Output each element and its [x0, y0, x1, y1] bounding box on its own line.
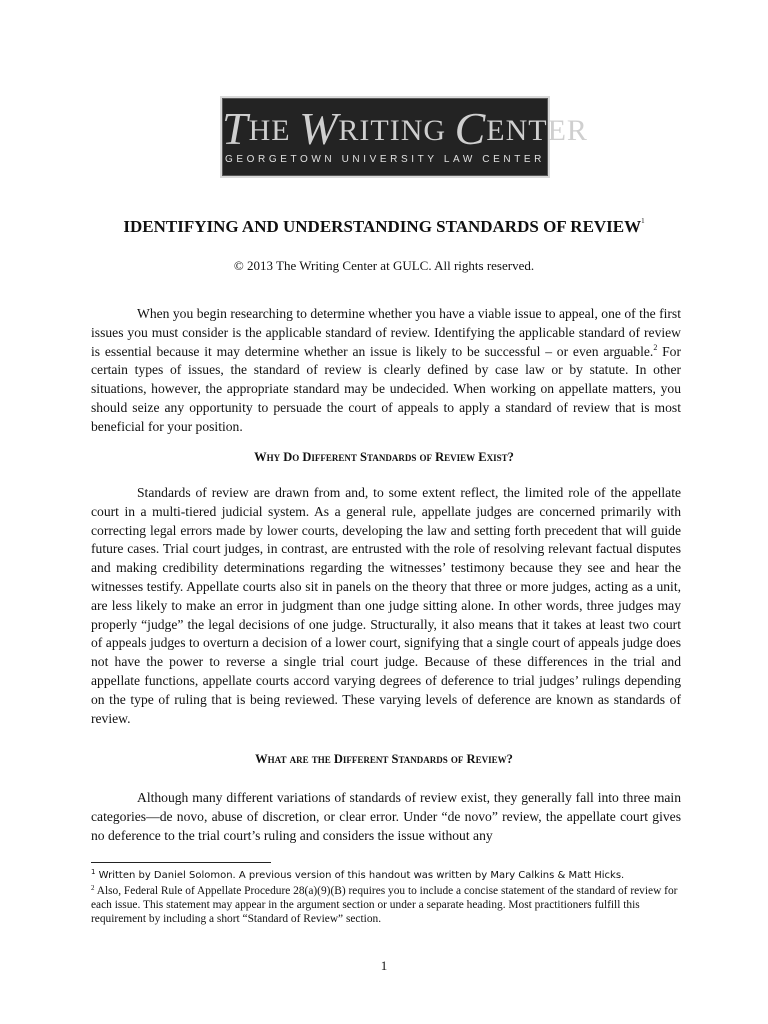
writing-center-logo	[220, 96, 588, 178]
intro-text-b: For certain types of issues, the standard of review is clearly defined by case law or by statute. In other situations, however, the appropriate standard may be undecided. When working on appellate matters, you should seize any opportunity to persuade the court of appeals to apply a standard of review that is most beneficial for your position.	[91, 343, 681, 434]
footnote-1-ref: 1	[91, 868, 96, 876]
intro-text-a: When you begin researching to determine whether you have a viable issue to appeal, one of the first issues you must consider is the applicable standard of review. Identifying the applicable standard of review is essential because it may determine whether an issue is likely to be successful – or even arguable.	[91, 306, 681, 359]
copyright-notice: © 2013 The Writing Center at GULC. All rights reserved.	[233, 258, 535, 273]
footnote-2-text: Also, Federal Rule of Appellate Procedure 28(a)(9)(B) requires you to include a concise statement of the standard of review for each issue. This statement may appear in the argument section or under a separate heading. Most practitioners fulfill this requirement by including a short “Standard of Review” section.	[91, 885, 678, 926]
document-title-text: IDENTIFYING AND UNDERSTANDING STANDARDS OF REVIEW	[123, 217, 642, 236]
footnote-1-text: Written by Daniel Solomon. A previous version of this handout was written by Mary Calkins & Matt Hicks.	[95, 870, 625, 881]
section-heading-why: Why Do Different Standards of Review Exist?	[254, 450, 514, 464]
section-heading-what: What are the Different Standards of Review?	[255, 752, 513, 766]
footnote-ref-2[interactable]: 2	[653, 342, 658, 352]
document-title	[0, 217, 768, 237]
logo-subtitle: GEORGETOWN UNIVERSITY LAW CENTER	[224, 154, 546, 165]
page-number: 1	[380, 958, 388, 973]
why-paragraph: Standards of review are drawn from and, to some extent reflect, the limited role of the appellate court in a multi-tiered judicial system. As a general rule, appellate judges are concerned primarily with correcting legal errors made by lower courts, developing the law and setting forth precedent that will guide future cases. Trial court judges, in contrast, are entrusted with the role of resolving relevant factual disputes and making credibility determinations regarding the witnesses’ testimony because they see and hear the witnesses testify. Appellate courts also sit in panels on the theory that three or more judges, acting as a unit, are less likely to make an error in judgment than one judge sitting alone. In other words, three judges may properly “judge” the legal decisions of one judge. Structurally, it also means that it takes at least two court of appeals judges to overturn a decision of a lower court, signifying that a single court of appeals judge does not have the power to reverse a single trial court judge. Because of these differences in the trial and appellate functions, appellate courts accord varying degrees of deference to trial judges’ rulings depending on the type of ruling that is being reviewed. These varying levels of deference are known as standards of review.	[91, 485, 681, 726]
what-paragraph: Although many different variations of standards of review exist, they generally fall into three main categories—de novo, abuse of discretion, or clear error. Under “de novo” review, the appellate court gives no deference to the trial court’s ruling and considers the issue without any	[91, 790, 681, 843]
logo-wordmark: THE WRITING CENTER	[222, 103, 588, 154]
footnote-divider	[91, 862, 271, 863]
footnote-2	[91, 884, 681, 927]
footnote-2-ref: 2	[91, 884, 95, 892]
footnote-1	[91, 869, 681, 883]
title-footnote-ref[interactable]: 1	[641, 217, 645, 225]
intro-paragraph	[91, 305, 681, 437]
